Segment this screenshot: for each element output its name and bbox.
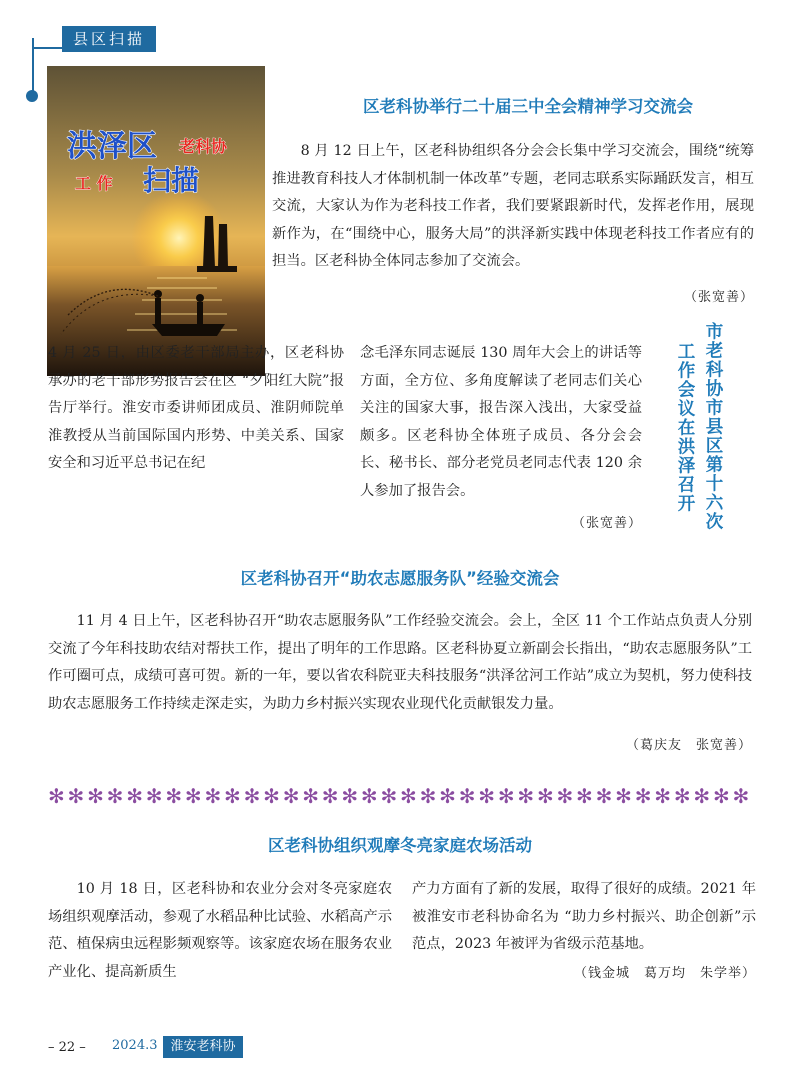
cover-title-line2a: 工 作 xyxy=(75,174,113,193)
article3-paragraph: 11 月 4 日上午，区老科协召开“助农志愿服务队”工作经验交流会。会上，全区 11 个工作站点负责人分别交流了今年科技助农结对帮扶工作，提出了明年的工作思路。区老科协夏立新副会长指出，“助农志愿服务队”工作可圈可点，成绩可喜可贺。新的一年，要以省农科院亚夫科技服务“洪泽岔河工作站”成立为契机，努力使科技助农志愿服务工作持续走深走实，为助力乡村振兴实现农业现代化贡献银发力量。 xyxy=(48,613,752,712)
article2-paragraph-right: 念毛泽东同志诞辰 130 周年大会上的讲话等方面，全方位、多角度解读了老同志们关心关注的国家大事，报告深入浅出，大家受益颇多。区老科协全体班子成员、各分会会长、秘书长、部分老党员老同志代表 120 余人参加了报告会。 xyxy=(360,345,642,499)
article1-title: 区老科协举行二十届三中全会精神学习交流会 xyxy=(363,97,693,116)
article3-body xyxy=(48,608,752,718)
article4-credit: （钱金城 葛万均 朱学举） xyxy=(573,966,756,981)
article4-body-left xyxy=(48,876,392,986)
cover-title-main: 洪泽区 xyxy=(67,129,157,164)
article2-credit: （张宽善） xyxy=(571,516,642,531)
magazine-name: 淮安老科协 xyxy=(163,1036,243,1058)
section-tab: 县区扫描 xyxy=(62,26,156,52)
cover-title-line2b: 扫描 xyxy=(143,164,200,197)
star-divider: ✻✻✻✻✻✻✻✻✻✻✻✻✻✻✻✻✻✻✻✻✻✻✻✻✻✻✻✻✻✻✻✻✻✻✻✻ xyxy=(48,785,753,807)
article1-paragraph: 8 月 12 日上午，区老科协组织各分会会长集中学习交流会，围绕“统筹推进教育科技人才体制机制一体改革”专题，老同志联系实际踊跃发言，相互交流，大家认为作为老科技工作者，我们要紧跟新时代，发挥老作用，展现新作为，在“围绕中心，服务大局”的洪泽新实践中体现老科技工作者应有的担当。区老科协全体同志参加了交流会。 xyxy=(272,143,754,270)
header-accent-connector xyxy=(33,47,63,49)
article4-title: 区老科协组织观摩冬亮家庭农场活动 xyxy=(268,836,532,855)
article4-paragraph-left: 10 月 18 日，区老科协和农业分会对冬亮家庭农场组织观摩活动，参观了水稻品种比试验、水稻高产示范、植保病虫远程影频观察等。该家庭农场在服务农业产业化、提高新质生 xyxy=(48,881,392,980)
page-number: – 22 – xyxy=(48,1040,86,1055)
article2-body-left xyxy=(48,340,344,478)
article4-paragraph-right: 产力方面有了新的发展，取得了很好的成绩。2021 年被淮安市老科协命名为 “助力乡村振兴、助企创新”示范点，2023 年被评为省级示范基地。 xyxy=(412,881,756,953)
header-accent-dot xyxy=(26,90,38,102)
article1-credit: （张宽善） xyxy=(683,290,754,305)
article2-body-right xyxy=(360,340,642,506)
article1-body xyxy=(272,138,754,276)
article2-vertical-title xyxy=(668,322,728,552)
article2-paragraph-left: 4 月 25 日，由区委老干部局主办，区老科协承办的老干部形势报告会在区 “夕阳红大院”报告厅举行。淮安市委讲师团成员、淮阴师院单淮教授从当前国际国内形势、中美关系、国家安全和习近平总书记在纪 xyxy=(48,345,344,472)
article2-title-column-right: 市老科协市县区第十六次 xyxy=(703,322,723,531)
cover-title-sub: 老科协 xyxy=(179,137,228,156)
cover-image xyxy=(47,66,265,376)
article4-body-right xyxy=(412,876,756,959)
article3-credit: （葛庆友 张宽善） xyxy=(625,738,752,753)
article2-title-column-left: 工作会议在洪泽召开 xyxy=(675,342,695,513)
issue-label: 2024.3 xyxy=(112,1038,158,1053)
article3-title: 区老科协召开“助农志愿服务队”经验交流会 xyxy=(240,569,560,588)
